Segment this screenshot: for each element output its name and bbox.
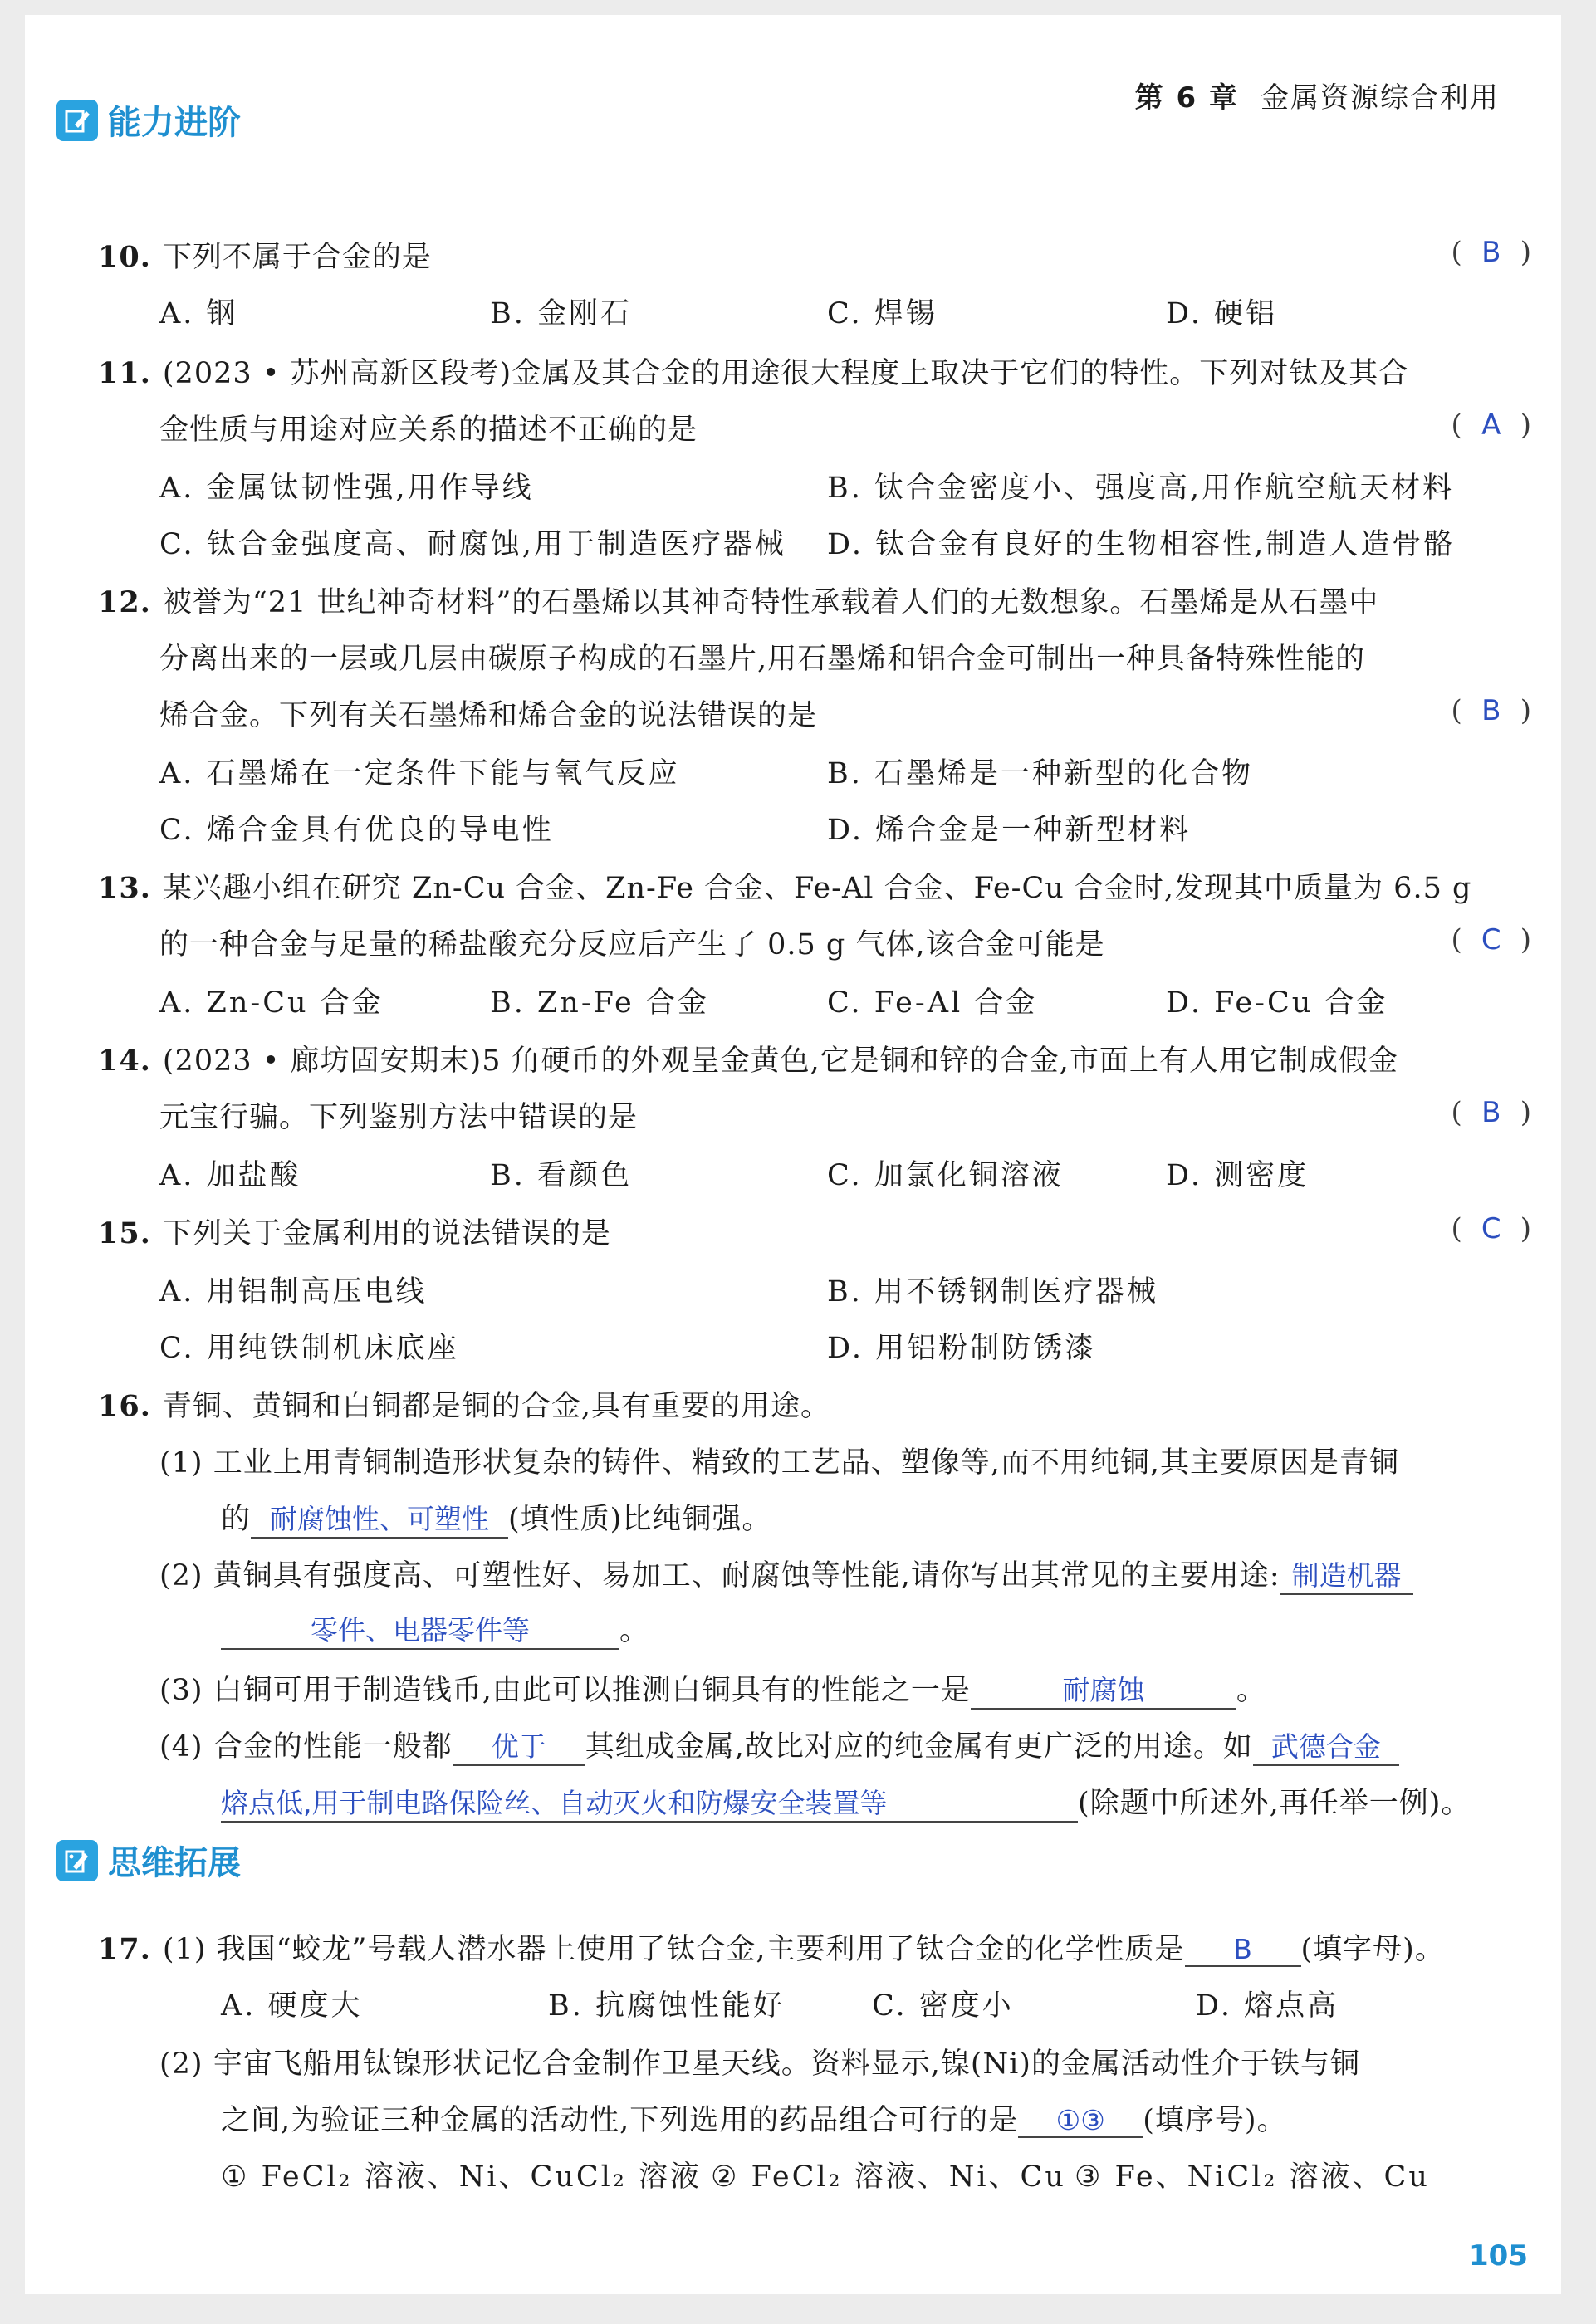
worksheet-page [25,15,1561,2294]
option: D. 硬铝 [1166,297,1278,330]
question-number: 12. [98,585,151,619]
option: D. 用铝粉制防锈漆 [827,1332,1097,1365]
thinking-pencil-icon [56,1840,98,1881]
option: A. 加盐酸 [159,1159,301,1192]
question-text: 青铜、黄铜和白铜都是铜的合金,具有重要的用途。 [162,1390,831,1423]
question-number: 14. [98,1044,151,1078]
chapter-header [1135,75,1500,115]
option: B. 钛合金密度小、强度高,用作航空航天材料 [827,472,1455,505]
question-text: 元宝行骗。下列鉴别方法中错误的是 [159,1101,639,1134]
option: A. 石墨烯在一定条件下能与氧气反应 [159,757,680,790]
question-text: 某兴趣小组在研究 Zn-Cu 合金、Zn-Fe 合金、Fe-Al 合金、Fe-Cu 合金时,发现其中质量为 6.5 g [162,872,1472,905]
fill-line: 之间,为验证三种金属的活动性,下列选用的药品组合可行的是 ①③ (填序号)。 [221,2104,1287,2137]
option: A. Zn-Cu 合金 [159,986,384,1020]
section-title: 思维拓展 [108,1844,241,1882]
question-17: 17. (1) 我国“蛟龙”号载人潜水器上使用了钛合金,主要利用了钛合金的化学性质是 B (填字母)。 [98,1932,1445,1966]
option: D. 测密度 [1166,1159,1310,1192]
fill-line: (4) 合金的性能一般都 优于 其组成金属,故比对应的纯金属有更广泛的用途。如 武德合金 [159,1724,1399,1766]
question-15 [98,1211,611,1252]
question-text: 分离出来的一层或几层由碳原子构成的石墨片,用石墨烯和铝合金可制出一种具备特殊性能的 [159,643,1366,676]
question-text: (1) 工业上用青铜制造形状复杂的铸件、精致的工艺品、塑像等,而不用纯铜,其主要原因是青铜 [159,1446,1399,1480]
answer-bracket: ( B ) [1451,1096,1531,1129]
answer-bracket: ( B ) [1451,694,1531,727]
answer-bracket: ( B ) [1451,236,1531,269]
fill-line: 零件、电器零件等 。 [221,1607,649,1650]
answer-blank[interactable]: B [1185,1933,1301,1967]
option: D. 钛合金有良好的生物相容性,制造人造骨骼 [827,528,1456,561]
answer-value: B [1481,236,1501,269]
question-text: 金性质与用途对应关系的描述不正确的是 [159,413,698,447]
fill-line: 熔点低,用于制电路保险丝、自动灭火和防爆安全装置等 (除题中所述外,再任举一例)。 [221,1780,1471,1823]
question-number: 13. [98,871,151,905]
question-10 [98,234,432,276]
section-heading-advanced [56,96,241,144]
answer-blank[interactable]: 优于 [453,1725,585,1766]
question-number: 11. [98,356,151,390]
reagent-combo: ② FeCl₂ 溶液、Ni、Cu [711,2160,1066,2194]
option: D. 烯合金是一种新型材料 [827,814,1192,847]
page-number: 105 [1469,2239,1528,2273]
chapter-number: 第 6 章 [1134,81,1239,115]
option: B. 抗腐蚀性能好 [548,1989,785,2023]
question-text: 被誉为“21 世纪神奇材料”的石墨烯以其神奇特性承载着人们的无数想象。石墨烯是从石墨中 [162,586,1379,619]
option: A. 金属钛韧性强,用作导线 [159,472,534,505]
question-number: 16. [98,1389,151,1423]
option: B. 石墨烯是一种新型的化合物 [827,757,1253,790]
reagent-combo: ① FeCl₂ 溶液、Ni、CuCl₂ 溶液 [221,2160,702,2194]
option: B. 用不锈钢制医疗器械 [827,1275,1158,1309]
answer-blank[interactable]: 制造机器 [1280,1554,1413,1595]
option: C. 钛合金强度高、耐腐蚀,用于制造医疗器械 [159,528,786,561]
section-title: 能力进阶 [108,104,241,142]
fill-line: 的 耐腐蚀性、可塑性 (填性质)比纯铜强。 [221,1496,771,1539]
fill-line: (3) 白铜可用于制造钱币,由此可以推测白铜具有的性能之一是 耐腐蚀 。 [159,1667,1266,1710]
fill-line: (2) 黄铜具有强度高、可塑性好、易加工、耐腐蚀等性能,请你写出其常见的主要用途: 制造机器 [159,1553,1413,1595]
question-source: (2023 • 廊坊固安期末) [162,1045,482,1078]
question-source: (2023 • 苏州高新区段考) [162,357,512,390]
question-number: 15. [98,1216,151,1250]
option: B. 金刚石 [490,297,632,330]
reagent-combo: ③ Fe、NiCl₂ 溶液、Cu [1075,2160,1430,2194]
pencil-note-icon [56,100,98,141]
option: C. 烯合金具有优良的导电性 [159,814,554,847]
answer-bracket: ( A ) [1451,409,1531,442]
answer-value: B [1481,694,1501,727]
question-11 [98,350,1408,392]
answer-bracket: ( C ) [1451,1212,1531,1245]
answer-blank[interactable]: 熔点低,用于制电路保险丝、自动灭火和防爆安全装置等 [221,1782,1078,1823]
option: C. 用纯铁制机床底座 [159,1332,459,1365]
question-13 [98,865,1471,907]
option: C. Fe-Al 合金 [827,986,1038,1020]
option: C. 焊锡 [827,297,938,330]
answer-blank[interactable]: ①③ [1018,2104,1143,2138]
question-text: 下列关于金属利用的说法错误的是 [162,1217,611,1250]
option: B. 看颜色 [490,1159,632,1192]
answer-value: C [1481,1212,1501,1245]
answer-blank[interactable]: 耐腐蚀 [971,1669,1236,1710]
answer-bracket: ( C ) [1451,923,1531,957]
option: C. 密度小 [872,1989,1014,2023]
answer-value: A [1481,409,1501,442]
question-text: 下列不属于合金的是 [162,241,432,274]
option: A. 硬度大 [221,1989,363,2023]
question-12 [98,580,1378,621]
option: C. 加氯化铜溶液 [827,1159,1064,1192]
answer-blank[interactable]: 零件、电器零件等 [221,1609,619,1650]
option: A. 钢 [159,297,238,330]
answer-value: C [1481,923,1501,957]
question-text: 5 角硬币的外观呈金黄色,它是铜和锌的合金,市面上有人用它制成假金 [482,1045,1398,1078]
question-text: (2) 宇宙飞船用钛镍形状记忆合金制作卫星天线。资料显示,镍(Ni)的金属活动性介于铁与铜 [159,2048,1360,2081]
option: A. 用铝制高压电线 [159,1275,428,1309]
question-14 [98,1038,1398,1079]
option: B. Zn-Fe 合金 [490,986,709,1020]
answer-blank[interactable]: 耐腐蚀性、可塑性 [251,1498,508,1539]
option: D. 熔点高 [1196,1989,1339,2023]
answer-value: B [1481,1096,1501,1129]
chapter-title: 金属资源综合利用 [1261,81,1500,115]
question-text: 金属及其合金的用途很大程度上取决于它们的特性。下列对钛及其合 [512,357,1409,390]
question-number: 17. [98,1932,151,1966]
question-16 [98,1383,830,1425]
question-text: 的一种合金与足量的稀盐酸充分反应后产生了 0.5 g 气体,该合金可能是 [159,928,1105,961]
section-heading-extension [56,1837,241,1884]
option: D. Fe-Cu 合金 [1166,986,1388,1020]
question-number: 10. [98,240,151,274]
answer-blank[interactable]: 武德合金 [1253,1725,1399,1766]
question-text: 烯合金。下列有关石墨烯和烯合金的说法错误的是 [159,699,818,732]
